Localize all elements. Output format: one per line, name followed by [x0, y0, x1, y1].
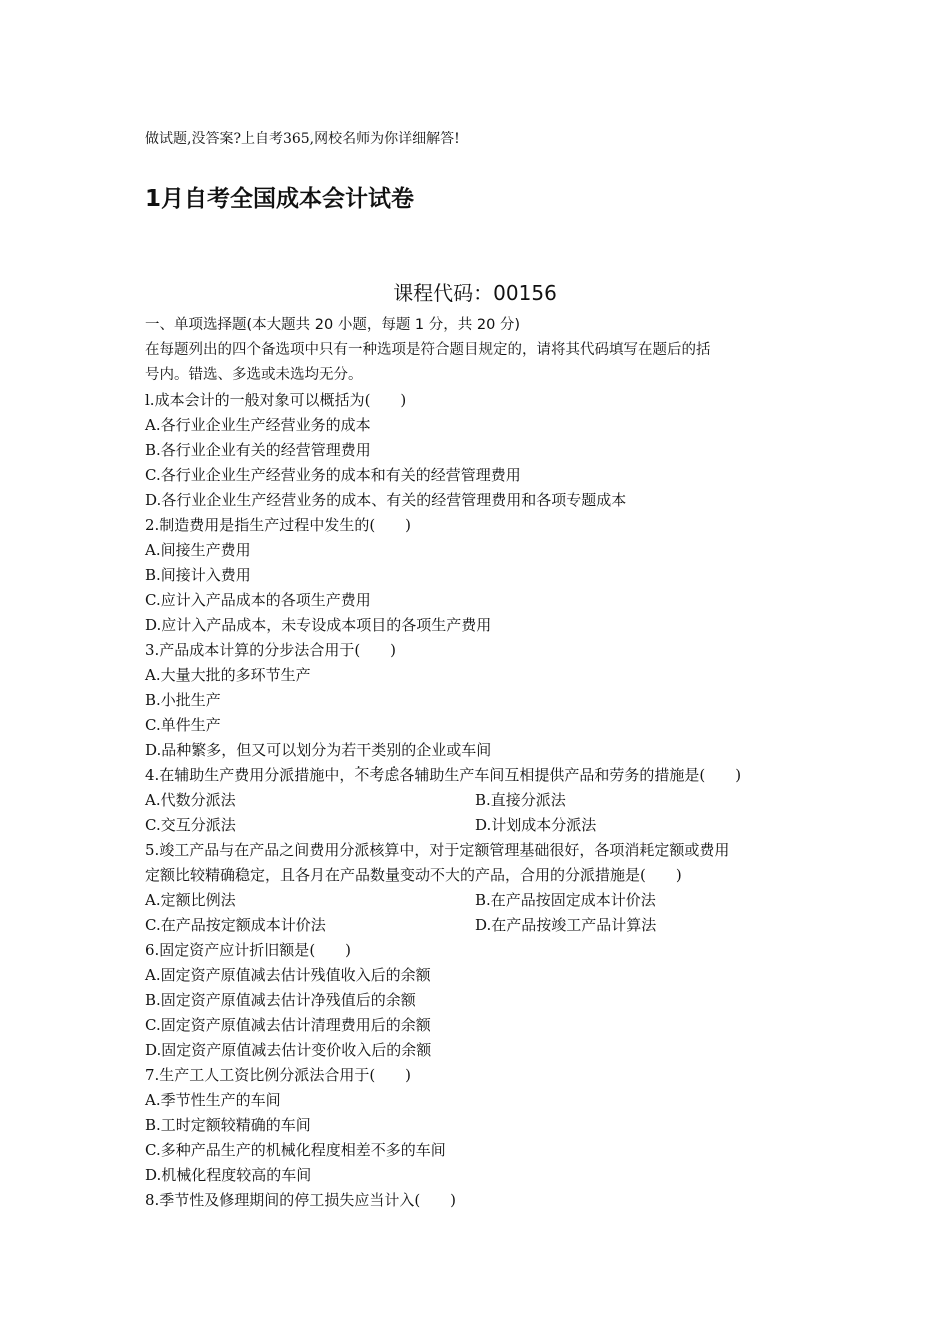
- option-row: [145, 788, 810, 813]
- option: B.小批生产: [145, 691, 221, 709]
- option-row: [145, 813, 810, 838]
- section-instruction: 在每题列出的四个备选项中只有一种选项是符合题目规定的，请将其代码填写在题后的括: [145, 342, 711, 358]
- question-stem: [145, 763, 810, 788]
- emphasis-text: · · 不考虑: [354, 766, 399, 784]
- option: C.单件生产: [145, 716, 221, 734]
- option: B.间接计入费用: [145, 566, 251, 584]
- option-row: [145, 888, 810, 913]
- option-row: [145, 913, 810, 938]
- question-stem: 7.生产工人工资比例分派法合用于( ): [145, 1066, 412, 1084]
- question-stem: 6.固定资产应计折旧额是( ): [145, 941, 352, 959]
- option: C.多种产品生产的机械化程度相差不多的车间: [145, 1141, 446, 1159]
- option: B.直接分派法: [475, 791, 566, 809]
- section-heading: 一、单项选择题(本大题共 20 小题，每题 1 分，共 20 分): [145, 317, 521, 333]
- option: D.在产品按竣工产品计算法: [475, 916, 657, 934]
- option: C.交互分派法: [145, 816, 236, 834]
- option: D.固定资产原值减去估计变价收入后的余额: [145, 1041, 432, 1059]
- question-stem: 8.季节性及修理期间的停工损失应当计入( ): [145, 1191, 457, 1209]
- option: B.固定资产原值减去估计净残值后的余额: [145, 991, 416, 1009]
- question-stem: 2.制造费用是指生产过程中发生的( ): [145, 516, 412, 534]
- option: A.季节性生产的车间: [145, 1091, 281, 1109]
- question-stem: 3.产品成本计算的分步法合用于( ): [145, 641, 397, 659]
- option: C.应计入产品成本的各项生产费用: [145, 591, 371, 609]
- option: B.工时定额较精确的车间: [145, 1116, 311, 1134]
- option: B.在产品按固定成本计价法: [475, 891, 656, 909]
- option: A.各行业企业生产经营业务的成本: [145, 416, 371, 434]
- option: D.计划成本分派法: [475, 816, 597, 834]
- option: A.间接生产费用: [145, 541, 251, 559]
- option: A.定额比例法: [145, 891, 236, 909]
- exam-content: [145, 313, 810, 1213]
- option: D.机械化程度较高的车间: [145, 1166, 312, 1184]
- option: C.固定资产原值减去估计清理费用后的余额: [145, 1016, 431, 1034]
- option: C.在产品按定额成本计价法: [145, 916, 326, 934]
- stem-part: 各辅助生产车间互相提供产品和劳务的措施是( ): [399, 766, 742, 784]
- section-instruction: 号内。错选、多选或未选均无分。: [145, 367, 363, 383]
- option: B.各行业企业有关的经营管理费用: [145, 441, 371, 459]
- option: D.应计入产品成本，未专设成本项目的各项生产费用: [145, 616, 492, 634]
- option: A.代数分派法: [145, 791, 236, 809]
- option: D.各行业企业生产经营业务的成本、有关的经营管理费用和各项专题成本: [145, 491, 627, 509]
- course-code: 课程代码：00156: [393, 281, 557, 305]
- option: A.大量大批的多环节生产: [145, 666, 311, 684]
- question-stem: 定额比较精确稳定，且各月在产品数量变动不大的产品，合用的分派措施是( ): [145, 866, 682, 884]
- option: C.各行业企业生产经营业务的成本和有关的经营管理费用: [145, 466, 521, 484]
- stem-part: 4.在辅助生产费用分派措施中，: [145, 766, 355, 784]
- option: A.固定资产原值减去估计残值收入后的余额: [145, 966, 431, 984]
- ad-banner-text: 做试题,没答案?上自考365,网校名师为你详细解答!: [145, 131, 460, 147]
- exam-title: 1月自考全国成本会计试卷: [145, 186, 415, 212]
- question-stem: 5.竣工产品与在产品之间费用分派核算中，对于定额管理基础很好，各项消耗定额或费用: [145, 841, 730, 859]
- question-stem: l.成本会计的一般对象可以概括为( ): [145, 391, 407, 409]
- option: D.品种繁多，但又可以划分为若干类别的企业或车间: [145, 741, 492, 759]
